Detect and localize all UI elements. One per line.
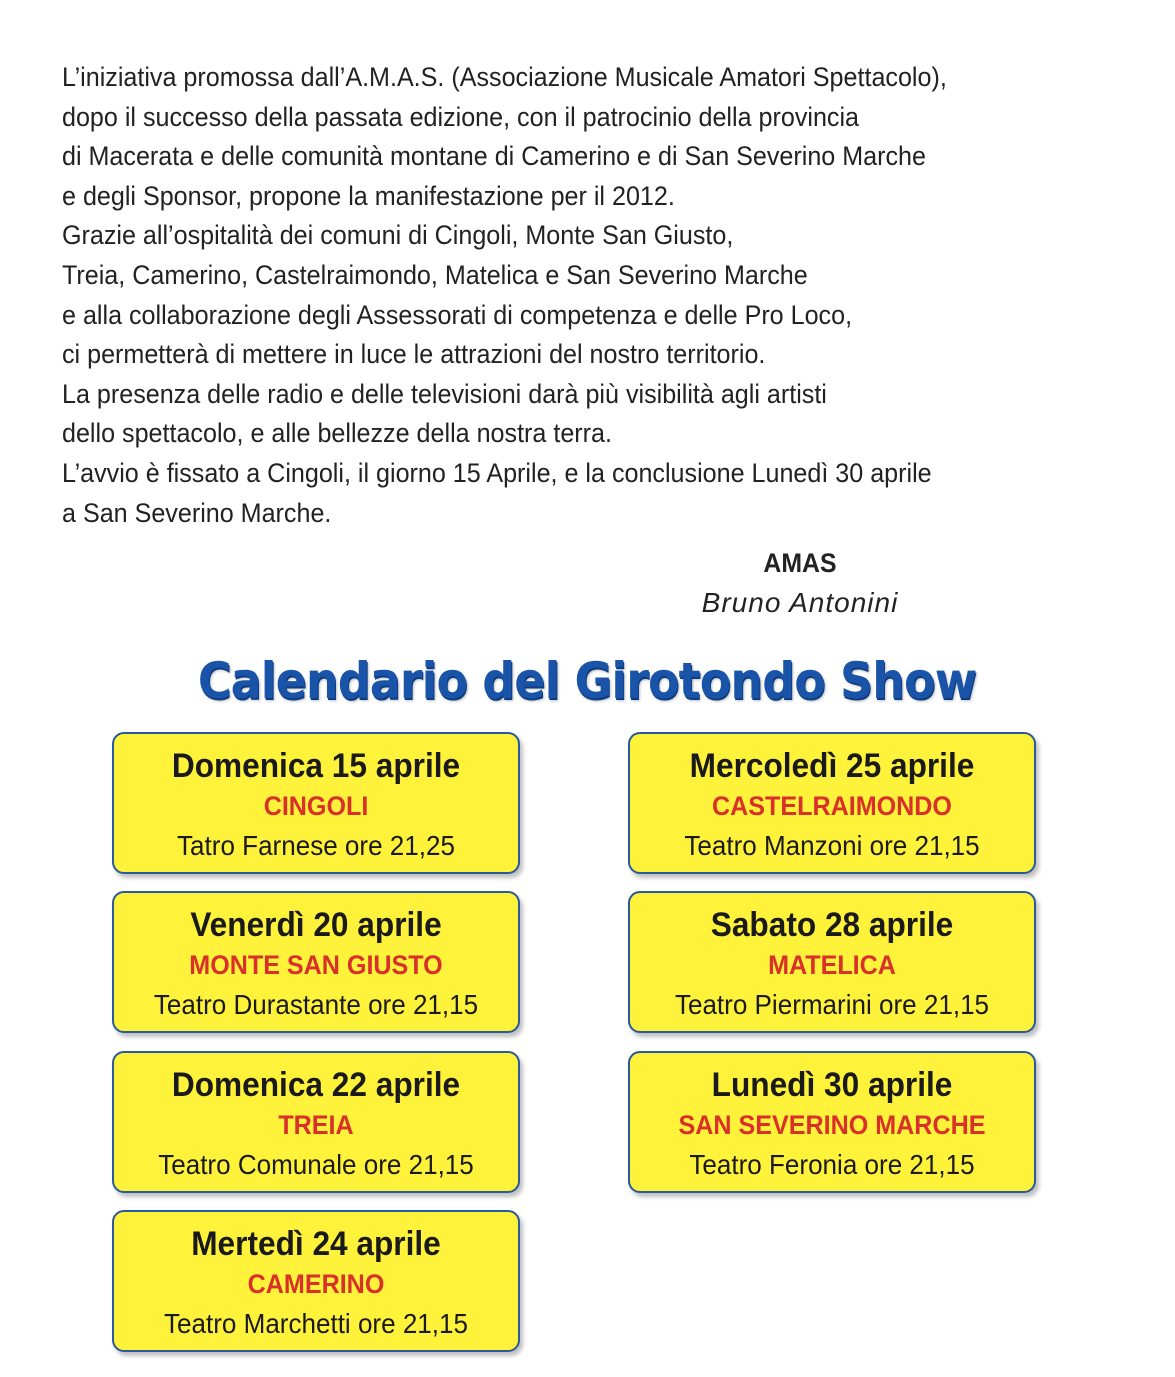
intro-line: ci permetterà di mettere in luce le attrazioni del nostro territorio. — [62, 339, 766, 370]
event-card-castelraimondo — [628, 732, 1036, 874]
intro-line: a San Severino Marche. — [62, 497, 332, 528]
event-day: Venerdì 20 aprile — [190, 906, 442, 944]
event-day: Sabato 28 aprile — [710, 906, 954, 944]
intro-line: e degli Sponsor, propone la manifestazione per il 2012. — [62, 180, 675, 211]
calendar-title — [0, 652, 1175, 710]
event-card-san-severino-marche — [628, 1051, 1036, 1193]
event-city: CASTELRAIMONDO — [712, 791, 952, 821]
intro-line: dello spettacolo, e alle bellezze della nostra terra. — [62, 418, 612, 449]
event-venue: Teatro Manzoni ore 21,15 — [684, 830, 980, 861]
event-venue: Teatro Marchetti ore 21,15 — [164, 1308, 468, 1339]
intro-paragraph — [62, 58, 1142, 533]
event-card-monte-san-giusto — [112, 891, 520, 1033]
event-venue: Teatro Comunale ore 21,15 — [158, 1149, 474, 1180]
signature-person: Bruno Antonini — [701, 587, 899, 618]
intro-line: dopo il successo della passata edizione, con il patrocinio della provincia — [62, 101, 860, 132]
event-day: Domenica 15 aprile — [171, 747, 461, 785]
event-card-treia — [112, 1051, 520, 1193]
event-day: Domenica 22 aprile — [171, 1066, 461, 1104]
intro-line: Treia, Camerino, Castelraimondo, Matelica e San Severino Marche — [62, 259, 808, 290]
intro-line: di Macerata e delle comunità montane di Camerino e di San Severino Marche — [62, 141, 926, 172]
event-venue: Teatro Durastante ore 21,15 — [153, 989, 479, 1020]
intro-line: L’iniziativa promossa dall’A.M.A.S. (Associazione Musicale Amatori Spettacolo), — [62, 62, 947, 92]
event-card-cingoli — [112, 732, 520, 874]
event-city: CINGOLI — [263, 791, 369, 821]
event-venue: Tatro Farnese ore 21,25 — [177, 830, 455, 861]
event-city: SAN SEVERINO MARCHE — [678, 1110, 986, 1140]
intro-line: Grazie all’ospitalità dei comuni di Cingoli, Monte San Giusto, — [62, 220, 734, 251]
event-card-matelica — [628, 891, 1036, 1033]
event-day: Mertedì 24 aprile — [191, 1225, 441, 1263]
signature — [660, 548, 940, 619]
event-card-camerino — [112, 1210, 520, 1352]
calendar-title-text: Calendario del Girotondo Show — [198, 652, 977, 710]
intro-line: e alla collaborazione degli Assessorati di competenza e delle Pro Loco, — [62, 299, 853, 330]
event-city: MATELICA — [768, 950, 896, 980]
event-city: CAMERINO — [247, 1269, 385, 1299]
event-venue: Teatro Feronia ore 21,15 — [689, 1149, 975, 1180]
intro-line: La presenza delle radio e delle televisioni darà più visibilità agli artisti — [62, 378, 827, 409]
signature-org: AMAS — [763, 548, 837, 578]
event-city: MONTE SAN GIUSTO — [189, 950, 443, 980]
event-city: TREIA — [278, 1110, 354, 1140]
intro-line: L’avvio è fissato a Cingoli, il giorno 15 Aprile, e la conclusione Lunedì 30 aprile — [62, 457, 932, 488]
event-day: Lunedì 30 aprile — [711, 1066, 953, 1104]
event-venue: Teatro Piermarini ore 21,15 — [674, 989, 990, 1020]
event-day: Mercoledì 25 aprile — [689, 747, 975, 785]
